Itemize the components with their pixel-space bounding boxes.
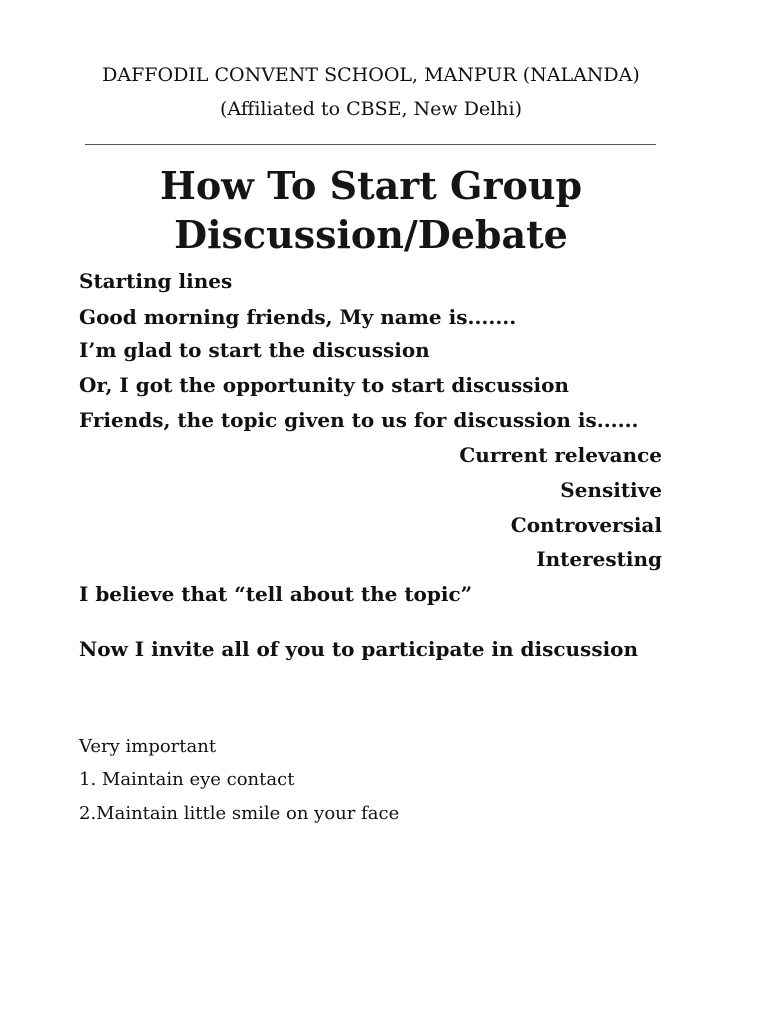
body-line-starting: Starting lines: [79, 269, 233, 293]
note-item-eye-contact: 1. Maintain eye contact: [79, 769, 295, 790]
affiliation-line: (Affiliated to CBSE, New Delhi): [220, 98, 522, 120]
body-line-glad: I’m glad to start the discussion: [79, 338, 430, 362]
title-line-2: Discussion/Debate: [174, 212, 568, 257]
topic-quality-controversial: Controversial: [510, 513, 662, 537]
topic-quality-current-relevance: Current relevance: [459, 443, 662, 467]
topic-quality-interesting: Interesting: [536, 547, 662, 571]
note-item-smile: 2.Maintain little smile on your face: [79, 803, 400, 824]
topic-quality-sensitive: Sensitive: [560, 478, 662, 502]
body-line-belief: I believe that “tell about the topic”: [79, 582, 473, 606]
school-name: DAFFODIL CONVENT SCHOOL, MANPUR (NALANDA): [102, 64, 640, 86]
notes-heading: Very important: [79, 736, 217, 757]
body-line-greeting: Good morning friends, My name is.......: [79, 305, 517, 329]
body-line-invite: Now I invite all of you to participate in discussion: [79, 637, 639, 661]
body-line-opportunity: Or, I got the opportunity to start discussion: [79, 373, 569, 397]
page-title: [0, 161, 742, 259]
body-line-topic: Friends, the topic given to us for discussion is......: [79, 408, 639, 432]
title-line-1: How To Start Group: [159, 163, 583, 208]
header-divider: [85, 144, 656, 145]
